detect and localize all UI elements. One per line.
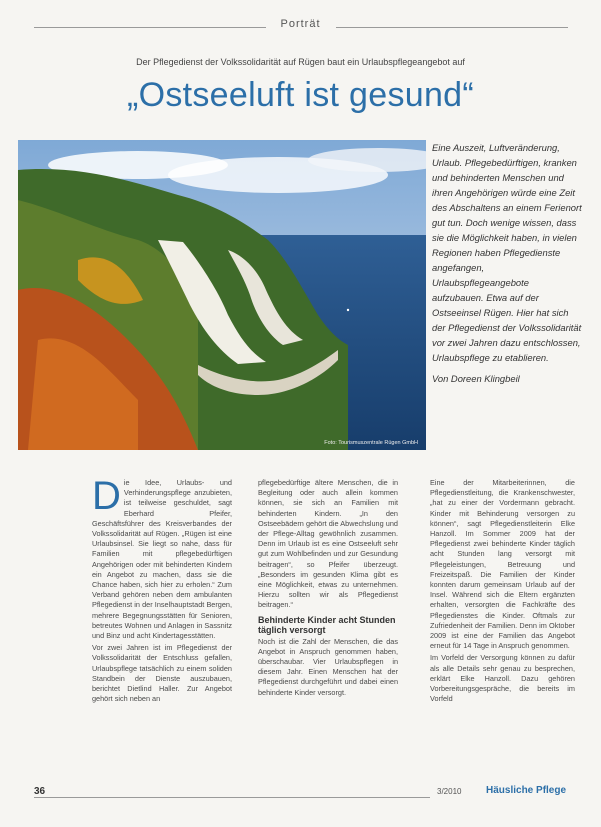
- footer-rule: [34, 797, 430, 798]
- author-byline: Von Doreen Klingbeil: [432, 373, 520, 384]
- headline: „Ostseeluft ist gesund“: [126, 76, 475, 114]
- col2-paragraph-2: Noch ist die Zahl der Menschen, die das Angebot in Anspruch genommen haben, überschaubar. Vier Urlaubspflegen in diesem Jahr. Einen Menschen hat der Pflegedienst durchgeführt und dabei einen behinderte Kinder versorgt.: [258, 636, 398, 697]
- body-column-2: [258, 478, 398, 700]
- dropcap: D: [92, 474, 121, 518]
- col1-paragraph-2: Vor zwei Jahren ist im Pflegedienst der Volkssolidarität der Entschluss gefallen, Urlaubspflege tatsächlich zu einem soliden Standbein der Dienste auszubauen, berichtet Dietlind Haller. Zur Angebot gehört sich neben an: [92, 643, 232, 704]
- issue-date: 3/2010: [437, 787, 462, 796]
- intro-text: [432, 140, 582, 386]
- magazine-name: Häusliche Pflege: [486, 785, 567, 796]
- body-column-3: [430, 478, 575, 706]
- col3-paragraph-1: Eine der Mitarbeiterinnen, die Pflegedienstleitung, die Krankenschwester, „hat zu einer der Vordermann gebracht. Kinder mit Behinderung versorgen zu können“, sagt Pflegedienstleiterin Elke Hanzoll. Im Sommer 2009 hat der Pflegedienst zwei behinderte Kinder täglich acht Stunden lang versorgt mit Pflegeleistungen, Betreuung und Freizeitspaß. Die Familien der Kinder konnten darum gemeinsam Urlaub auf der Insel. Während sich die Eltern ergänzten erhalten, versorgten die Fachkräfte des Pflegedienstes die Kinder. Oftmals zur Zufriedenheit der Familien. Denn im Oktober 2009 ist eine der Familien das Angebot erneut für 14 Tage in Anspruch genommen.: [430, 478, 575, 651]
- kicker: Der Pflegedienst der Volkssolidarität auf Rügen baut ein Urlaubspflegeangebot auf: [136, 57, 465, 67]
- header-rule-right: [336, 27, 568, 28]
- col3-paragraph-2: Im Vorfeld der Versorgung können zu dafür als alle Details sehr genau zu besprechen, erklärt Elke Hanzoll. Dazu gehören Vorbereitungsgespräche, die bereits im Vorfeld: [430, 653, 575, 704]
- photo-chalk-cliffs: [18, 140, 426, 450]
- intro-paragraph: Eine Auszeit, Luftveränderung, Urlaub. Pflegebedürftigen, kranken und behinderten Menschen und ihren Angehörigen würde eine Zeit des Abschaltens an einem Ferienort gut tun. Doch wenige wissen, dass sie die Möglichkeit haben, in vielen Regionen haben Pflegedienste angefangen, Urlaubspflegeangebote aufzubauen. Etwa auf der Ostseeinsel Rügen. Hier hat sich der Pflegedienst der Volkssolidarität vor zwei Jahren dazu entschlossen, Urlaubspflege zu etablieren.: [432, 142, 582, 363]
- page-number: 36: [34, 786, 46, 797]
- body-column-1: [92, 474, 232, 706]
- section-label: Porträt: [280, 18, 321, 30]
- photo-illustration: [18, 140, 426, 450]
- subheading: Behinderte Kinder acht Stunden täglich versorgt: [258, 614, 396, 635]
- col2-paragraph-1: pflegebedürftige ältere Menschen, die in Begleitung oder auch allein kommen können, sie sich an Familien mit behinderten Kindern. „In den Ostseebädern gehört die Abwechslung und der Pflege-Alltag gewöhnlich zusammen. Denn im Urlaub ist es eine Ostseeluft sehr gut zum Wohlbefinden und zur Gesundung beitragen“, so Pfeifer überzeugt. „Besonders im gesunden Klima gibt es eine Möglichkeit, etwas zu unternehmen. Hierzu sollten wir als Pflegedienst beitragen.“: [258, 478, 398, 610]
- photo-credit: Foto: Tourismuszentrale Rügen GmbH: [324, 440, 418, 446]
- col1-paragraph-1: ie Idee, Urlaubs- und Verhinderungspflege anzubieten, ist teilweise geschuldet, sagt Eberhard Pfeifer, Geschäftsführer des Kreisverbandes der Volkssolidarität auf Rügen. „Rügen ist eine Urlaubsinsel. Sie liegt so nahe, dass für Familien mit pflegebedürftigen Angehörigen oder mit behinderten Kindern ein Angebot zu machen, dass sie die Chance haben, sich hier zu erholen.“ Zum Verband gehören neben dem ambulanten Pflegedienst in der Inselhauptstadt Bergen, mehrere Begegnungsstätten für Senioren, betreutes Wohnen und Anlagen in Sassnitz und Binz und acht Kindertagesstätten.: [92, 478, 232, 641]
